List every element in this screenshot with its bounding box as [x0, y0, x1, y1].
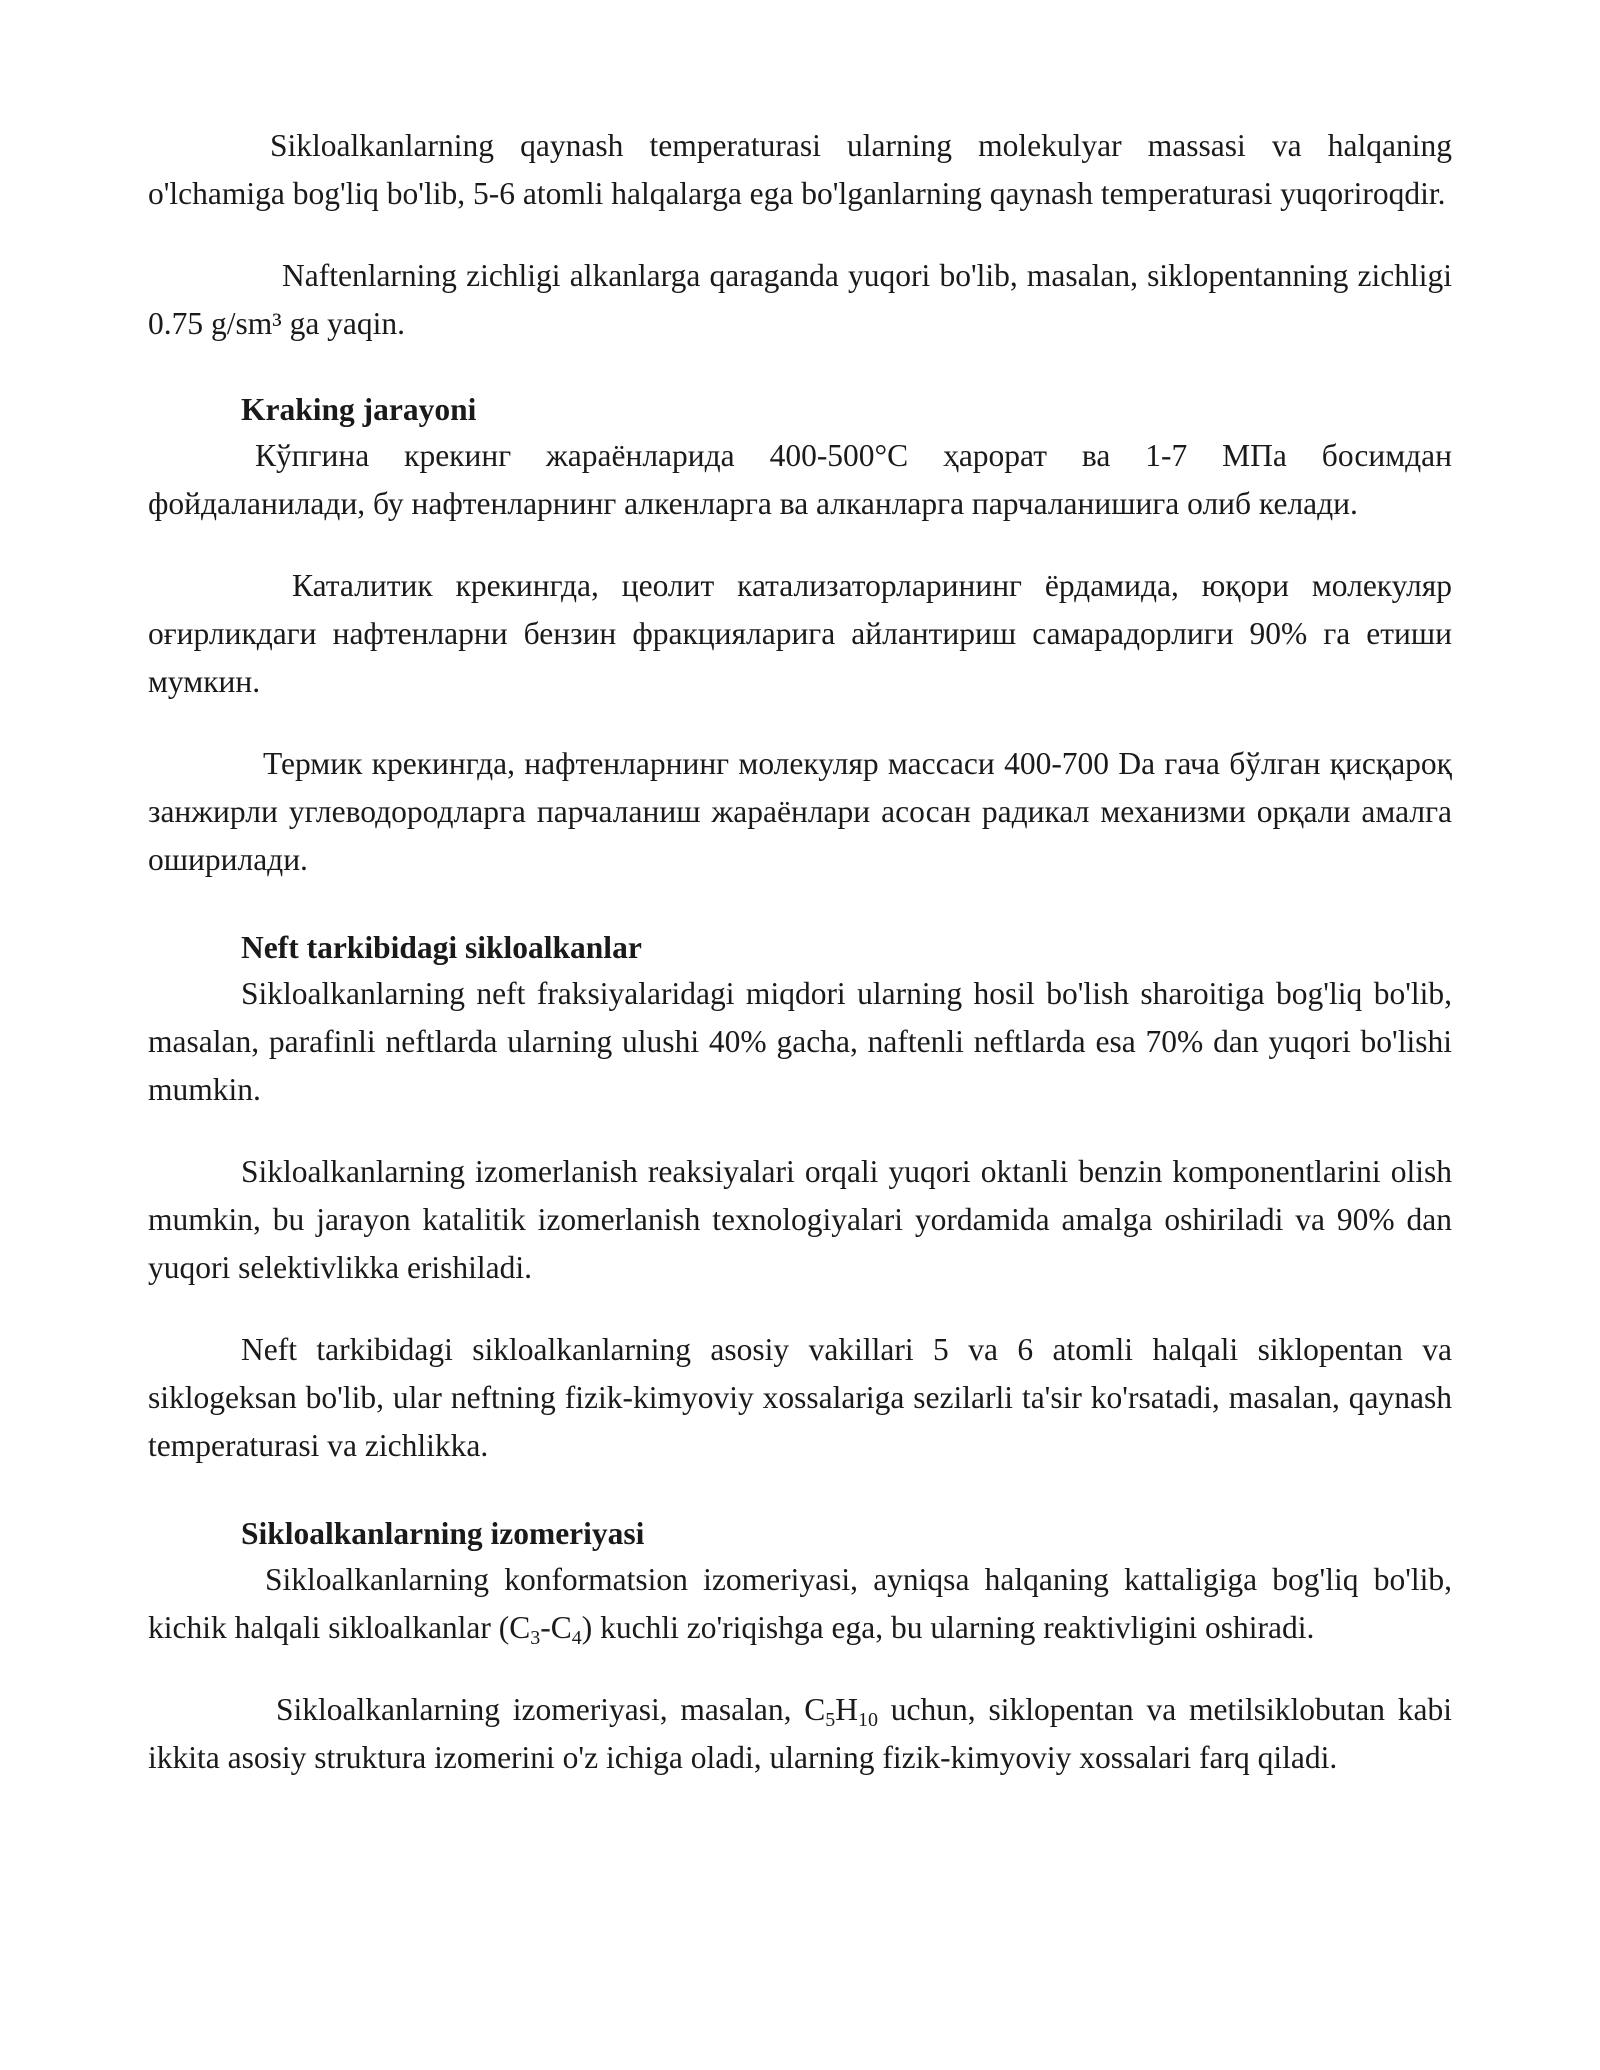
- formula-text: H: [835, 1692, 858, 1727]
- formula-text: -C: [540, 1610, 572, 1645]
- formula-text: uchun, siklopentan va metilsiklobutan kabi ikkita asosiy struktura izomerini o'z ichiga oladi, ularning fizik-kimyoviy xossalari farq qiladi.: [148, 1692, 1452, 1775]
- subscript: 4: [571, 1627, 582, 1649]
- paragraph-main-representatives: Neft tarkibidagi sikloalkanlarning asosiy vakillari 5 va 6 atomli halqali siklopentan va siklogeksan bo'lib, ular neftning fizik-kimyoviy xossalariga sezilarli ta'sir ko'rsatadi, masalan, qaynash temperaturasi va zichlikka.: [148, 1332, 1452, 1463]
- heading-cycloalkanes-in-oil: Neft tarkibidagi sikloalkanlar: [241, 930, 642, 965]
- paragraph-cycloalkane-content: Sikloalkanlarning neft fraksiyalaridagi miqdori ularning hosil bo'lish sharoitiga bog'liq bo'lib, masalan, parafinli neftlarda ularning ulushi 40% gacha, naftenli neftlarda esa 70% dan yuqori bo'lishi mumkin.: [148, 976, 1452, 1107]
- paragraph-thermal-cracking: Термик крекингда, нафтенларнинг молекуляр массаси 400-700 Da гача бўлган қисқароқ занжирли углеводородларга парчаланиш жараёнлари асосан радикал механизми орқали амалга оширилади.: [148, 746, 1452, 877]
- paragraph-conformational-isomerism: [148, 1556, 1452, 1652]
- formula-text: ) kuchli zo'riqishga ega, bu ularning reaktivligini oshiradi.: [581, 1610, 1315, 1645]
- paragraph-naphthene-density: Naftenlarning zichligi alkanlarga qaraganda yuqori bo'lib, masalan, siklopentanning zichligi 0.75 g/sm³ ga yaqin.: [148, 258, 1452, 341]
- formula-text: Sikloalkanlarning konformatsion izomeriyasi, ayniqsa halqaning kattaligiga bog'liq bo'lib, kichik halqali sikloalkanlar (C: [148, 1562, 1452, 1645]
- heading-cycloalkane-isomerism: Sikloalkanlarning izomeriyasi: [241, 1516, 645, 1551]
- subscript: 10: [858, 1709, 878, 1731]
- paragraph-cracking-conditions: Кўпгина крекинг жараёнларида 400-500°C ҳарорат ва 1-7 МПа босимдан фойдаланилади, бу нафтенларнинг алкенларга ва алканларга парчаланишига олиб келади.: [148, 438, 1452, 521]
- paragraph-structural-isomers: [148, 1686, 1452, 1782]
- formula-text: Sikloalkanlarning izomeriyasi, masalan, C: [276, 1692, 826, 1727]
- paragraph-isomerization-reactions: Sikloalkanlarning izomerlanish reaksiyalari orqali yuqori oktanli benzin komponentlarini olish mumkin, bu jarayon katalitik izomerlanish texnologiyalari yordamida amalga oshiriladi va 90% dan yuqori selektivlikka erishiladi.: [148, 1154, 1452, 1285]
- heading-cracking-process: Kraking jarayoni: [241, 392, 477, 427]
- subscript: 3: [530, 1627, 541, 1649]
- paragraph-catalytic-cracking: Каталитик крекингда, цеолит катализаторларининг ёрдамида, юқори молекуляр оғирликдаги нафтенларни бензин фракцияларига айлантириш самарадорлиги 90% га етиши мумкин.: [148, 568, 1452, 699]
- document-page: [148, 122, 1452, 1782]
- subscript: 5: [825, 1709, 836, 1731]
- paragraph-boiling-temperature: Sikloalkanlarning qaynash temperaturasi ularning molekulyar massasi va halqaning o'lchamiga bog'liq bo'lib, 5-6 atomli halqalarga ega bo'lganlarning qaynash temperaturasi yuqoriroqdir.: [148, 128, 1452, 211]
